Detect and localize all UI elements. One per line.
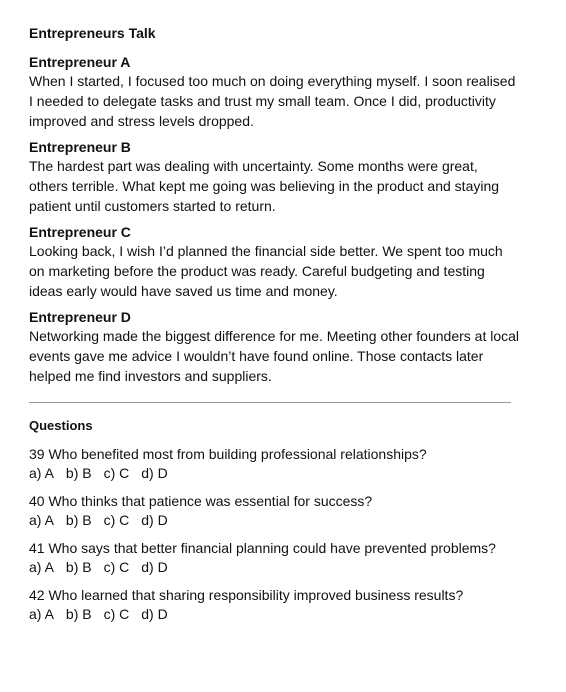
question-40: [29, 492, 519, 530]
entry-d: [29, 308, 519, 386]
answer-options: [29, 605, 519, 624]
option-a[interactable]: a) A: [29, 606, 54, 622]
question-text: 41 Who says that better financial planning could have prevented problems?: [29, 540, 496, 556]
question-text: 40 Who thinks that patience was essential for success?: [29, 493, 373, 509]
questions-heading: Questions: [29, 418, 93, 433]
option-a[interactable]: a) A: [29, 512, 54, 528]
question-42: [29, 586, 519, 624]
document-page: [29, 23, 519, 633]
entry-c: [29, 223, 519, 301]
option-a[interactable]: a) A: [29, 559, 54, 575]
option-a[interactable]: a) A: [29, 465, 54, 481]
option-b[interactable]: b) B: [65, 465, 92, 481]
entry-heading: Entrepreneur A: [29, 54, 131, 70]
answer-options: [29, 558, 519, 577]
question-39: [29, 445, 519, 483]
entry-b: [29, 138, 519, 216]
option-d[interactable]: d) D: [141, 606, 168, 622]
question-text: 39 Who benefited most from building professional relationships?: [29, 446, 427, 462]
option-b[interactable]: b) B: [65, 559, 92, 575]
option-b[interactable]: b) B: [65, 512, 92, 528]
entry-heading: Entrepreneur D: [29, 309, 131, 325]
option-c[interactable]: c) C: [103, 465, 130, 481]
option-d[interactable]: d) D: [141, 512, 168, 528]
answer-options: [29, 464, 519, 483]
entry-a: [29, 53, 519, 131]
question-41: [29, 539, 519, 577]
entry-text: The hardest part was dealing with uncertainty. Some months were great, others terrible. What kept me going was believing in the product and staying patient until customers started to return.: [29, 158, 500, 214]
question-text: 42 Who learned that sharing responsibility improved business results?: [29, 587, 464, 603]
option-d[interactable]: d) D: [141, 465, 168, 481]
page-title: Entrepreneurs Talk: [29, 25, 156, 41]
entry-heading: Entrepreneur C: [29, 224, 131, 240]
section-divider: [29, 402, 511, 403]
option-c[interactable]: c) C: [103, 606, 130, 622]
entry-text: When I started, I focused too much on doing everything myself. I soon realised I needed to delegate tasks and trust my small team. Once I did, productivity improved and stress levels dropped.: [29, 73, 516, 129]
entry-heading: Entrepreneur B: [29, 139, 131, 155]
answer-options: [29, 511, 519, 530]
entry-text: Looking back, I wish I’d planned the financial side better. We spent too much on marketing before the product was ready. Careful budgeting and testing ideas early would have saved us time and money.: [29, 243, 503, 299]
entry-text: Networking made the biggest difference for me. Meeting other founders at local events gave me advice I wouldn’t have found online. Those contacts later helped me find investors and suppliers.: [29, 328, 520, 384]
option-c[interactable]: c) C: [103, 559, 130, 575]
option-b[interactable]: b) B: [65, 606, 92, 622]
option-d[interactable]: d) D: [141, 559, 168, 575]
option-c[interactable]: c) C: [103, 512, 130, 528]
